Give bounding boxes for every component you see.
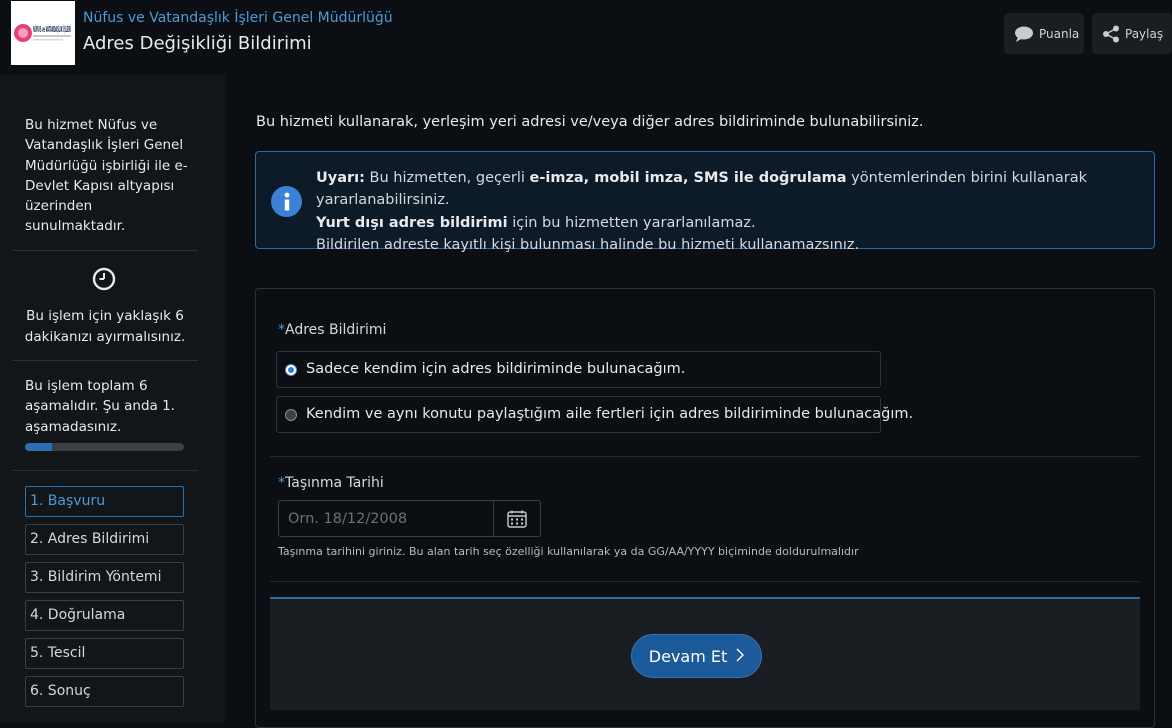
rate-button[interactable] bbox=[1004, 13, 1084, 54]
sidebar-divider bbox=[12, 470, 198, 471]
sidebar bbox=[0, 75, 225, 723]
step-progress-text: Bu işlem toplam 6 aşamalıdır. Şu anda 1. aşamadasınız. bbox=[25, 378, 175, 435]
address-field-label: *Adres Bildirimi bbox=[278, 322, 387, 338]
alert-line-1: Uyarı: Bu hizmetten, geçerli e-imza, mobil imza, SMS ile doğrulama yöntemlerinden birini kullanarak yararlanabilirsiniz. bbox=[316, 170, 1088, 209]
required-mark: * bbox=[278, 475, 285, 491]
form-divider bbox=[270, 581, 1140, 582]
intro-text: Bu hizmeti kullanarak, yerleşim yeri adresi ve/veya diğer adres bildiriminde bulunabilirsiniz. bbox=[256, 114, 924, 130]
share-icon bbox=[1102, 25, 1120, 43]
form-divider bbox=[270, 456, 1140, 457]
speech-bubble-icon bbox=[1014, 26, 1034, 42]
sidebar-divider bbox=[12, 360, 198, 361]
alert-line-3: Bildirilen adreste kayıtlı kişi bulunması halinde bu hizmeti kullanamazsınız. bbox=[316, 236, 860, 253]
share-label: Paylaş bbox=[1125, 26, 1164, 41]
radio-label: Sadece kendim için adres bildiriminde bulunacağım. bbox=[306, 361, 686, 377]
alert-line-2: Yurt dışı adres bildirimi için bu hizmetten yararlanılamaz. bbox=[316, 214, 756, 231]
radio-button[interactable] bbox=[285, 409, 297, 421]
clock-icon bbox=[92, 267, 116, 291]
move-date-label: *Taşınma Tarihi bbox=[278, 475, 384, 491]
action-panel bbox=[270, 597, 1140, 710]
progress-fill bbox=[25, 443, 52, 451]
chevron-right-icon bbox=[736, 647, 744, 666]
nvi-logo-mark bbox=[11, 1, 75, 65]
continue-button[interactable] bbox=[631, 634, 762, 678]
radio-option-family[interactable] bbox=[276, 396, 914, 433]
radio-button[interactable] bbox=[285, 364, 297, 376]
move-date-help: Taşınma tarihini giriniz. Bu alan tarih seç özelliği kullanılarak ya da GG/AA/YYYY biçiminde doldurulmalıdır bbox=[278, 545, 859, 558]
progress-bar bbox=[25, 443, 184, 451]
alert-text bbox=[316, 167, 1146, 256]
step-tescil[interactable]: 5. Tescil bbox=[25, 638, 184, 669]
step-adres-bildirimi[interactable]: 2. Adres Bildirimi bbox=[25, 524, 184, 555]
rate-label: Puanla bbox=[1039, 26, 1080, 41]
move-date-input[interactable] bbox=[278, 500, 494, 537]
nvi-logo bbox=[11, 1, 75, 65]
step-bildirim-yontemi[interactable]: 3. Bildirim Yöntemi bbox=[25, 562, 184, 593]
step-basvuru[interactable]: 1. Başvuru bbox=[25, 486, 184, 517]
step-dogrulama[interactable]: 4. Doğrulama bbox=[25, 600, 184, 631]
application-form bbox=[255, 288, 1155, 728]
page-title: Adres Değişikliği Bildirimi bbox=[83, 33, 312, 54]
service-description: Bu hizmet Nüfus ve Vatandaşlık İşleri Genel Müdürlüğü işbirliği ile e-Devlet Kapısı altyapısı üzerinden sunulmaktadır. bbox=[25, 117, 188, 235]
calendar-icon bbox=[507, 510, 527, 528]
share-button[interactable] bbox=[1092, 13, 1172, 54]
estimated-time: Bu işlem için yaklaşık 6 dakikanızı ayırmalısınız. bbox=[24, 308, 186, 345]
step-sonuc[interactable]: 6. Sonuç bbox=[25, 676, 184, 707]
app-header bbox=[0, 0, 1167, 75]
date-picker-button[interactable] bbox=[493, 500, 541, 537]
required-mark: * bbox=[278, 322, 285, 338]
sidebar-divider bbox=[12, 250, 198, 251]
warning-alert bbox=[255, 151, 1155, 253]
org-name-link[interactable]: Nüfus ve Vatandaşlık İşleri Genel Müdürlüğü bbox=[83, 10, 393, 26]
radio-option-self[interactable] bbox=[276, 351, 881, 388]
radio-label: Kendim ve aynı konutu paylaştığım aile fertleri için adres bildiriminde bulunacağım. bbox=[306, 406, 914, 422]
continue-label: Devam Et bbox=[648, 646, 728, 666]
info-icon bbox=[271, 186, 302, 217]
logo-text: NÜFUS ve VATANDAŞLIK İŞLERİ bbox=[33, 25, 72, 34]
